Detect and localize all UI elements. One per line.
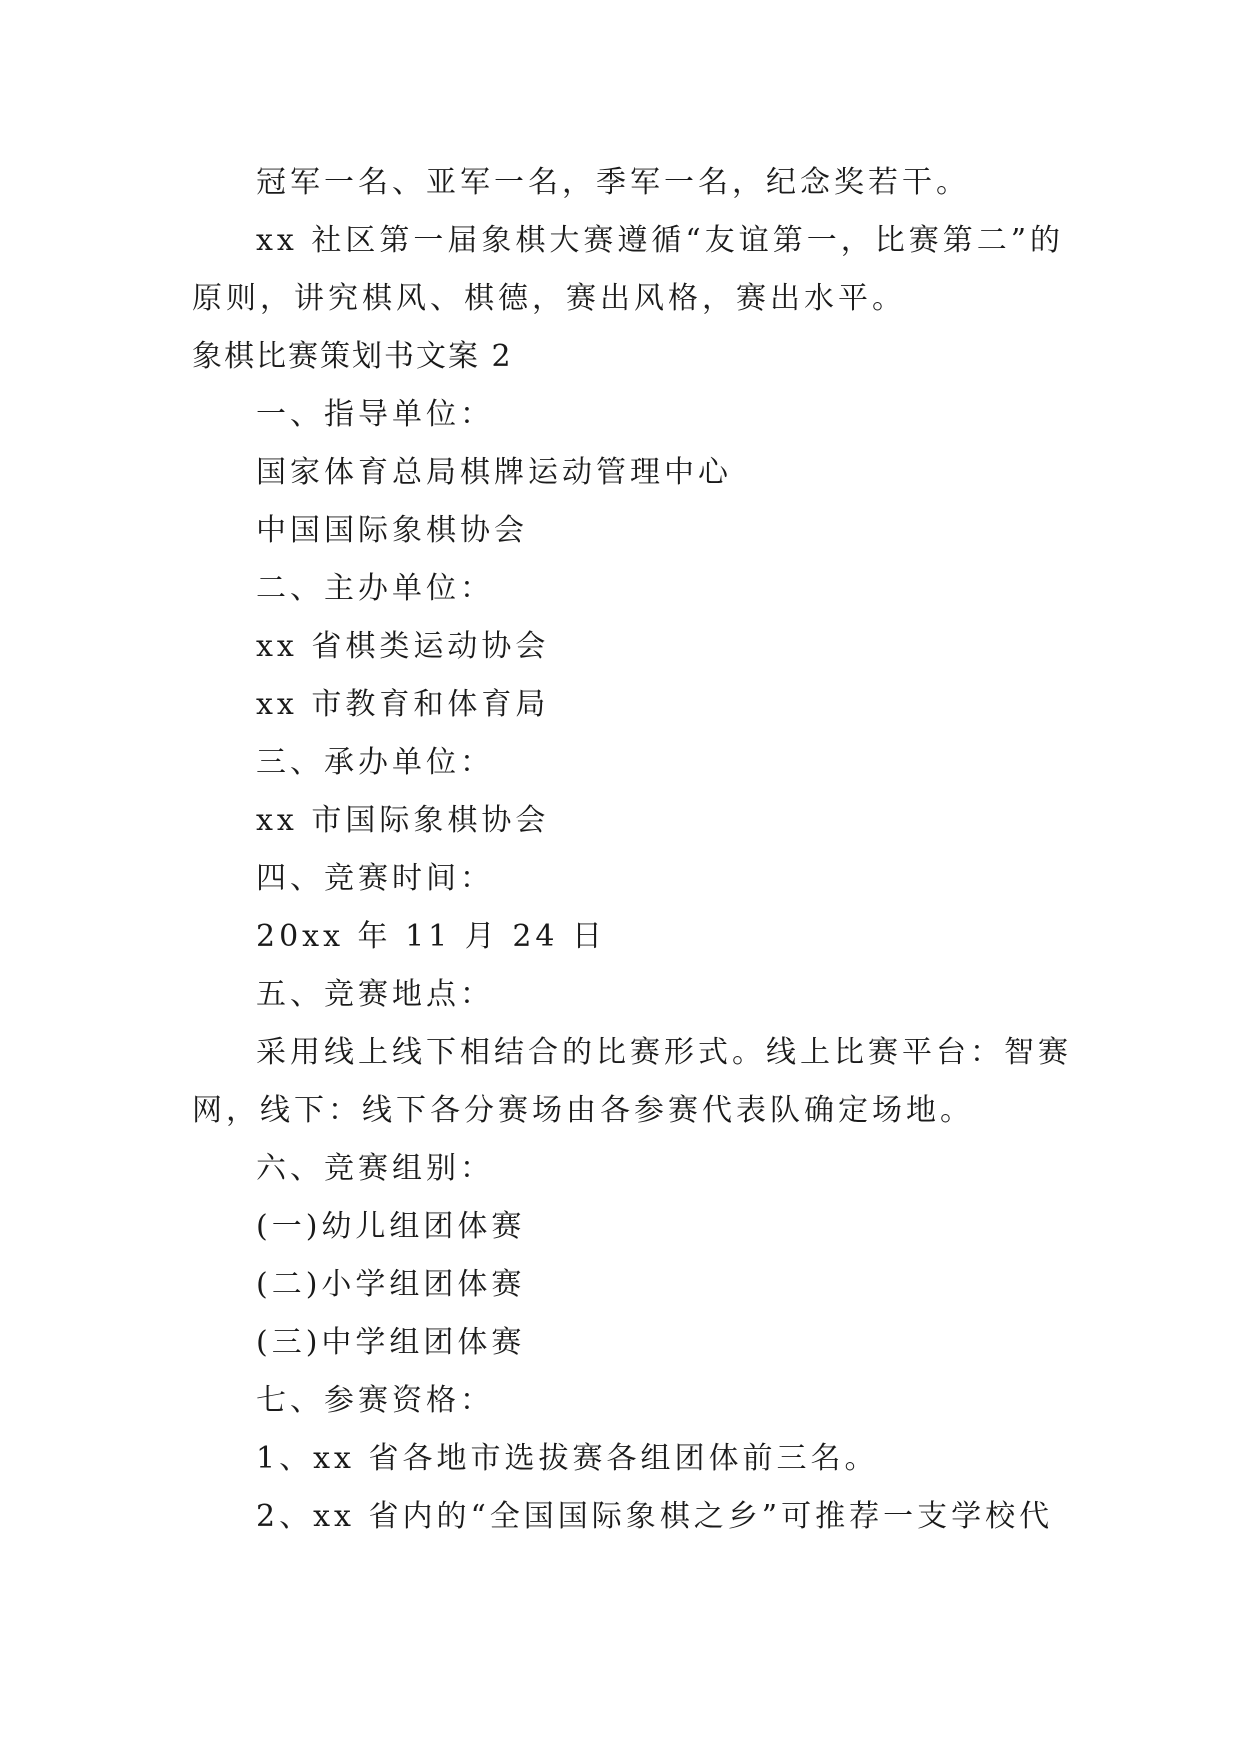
host-unit-1: xx 省棋类运动协会: [256, 629, 550, 664]
heading-host-unit: 二、主办单位：: [256, 571, 494, 606]
heading-competition-venue: 五、竞赛地点：: [256, 977, 494, 1012]
document-section-title: 象棋比赛策划书文案 2: [192, 339, 513, 374]
eligibility-item-2: 2、xx 省内的“全国国际象棋之乡”可推荐一支学校代: [256, 1499, 1054, 1534]
guidance-unit-2: 中国国际象棋协会: [256, 513, 528, 548]
heading-guidance-unit: 一、指导单位：: [256, 397, 494, 432]
venue-text-line1: 采用线上线下相结合的比赛形式。线上比赛平台：智赛: [256, 1035, 1072, 1070]
heading-competition-groups: 六、竞赛组别：: [256, 1151, 494, 1186]
heading-eligibility: 七、参赛资格：: [256, 1383, 494, 1418]
guidance-unit-1: 国家体育总局棋牌运动管理中心: [256, 455, 732, 490]
group-item-2: (二)小学组团体赛: [256, 1267, 526, 1302]
principle-text-line1: xx 社区第一届象棋大赛遵循“友谊第一，比赛第二”的: [256, 223, 1065, 258]
organizer-unit-1: xx 市国际象棋协会: [256, 803, 550, 838]
prize-text: 冠军一名、亚军一名，季军一名，纪念奖若干。: [256, 165, 970, 200]
heading-competition-time: 四、竞赛时间：: [256, 861, 494, 896]
heading-organizer-unit: 三、承办单位：: [256, 745, 494, 780]
group-item-1: (一)幼儿组团体赛: [256, 1209, 526, 1244]
host-unit-2: xx 市教育和体育局: [256, 687, 550, 722]
venue-text-line2: 网，线下：线下各分赛场由各参赛代表队确定场地。: [192, 1093, 974, 1128]
competition-date: 20xx 年 11 月 24 日: [256, 919, 607, 954]
group-item-3: (三)中学组团体赛: [256, 1325, 526, 1360]
eligibility-item-1: 1、xx 省各地市选拔赛各组团体前三名。: [256, 1441, 879, 1476]
principle-text-line2: 原则，讲究棋风、棋德，赛出风格，赛出水平。: [192, 281, 906, 316]
